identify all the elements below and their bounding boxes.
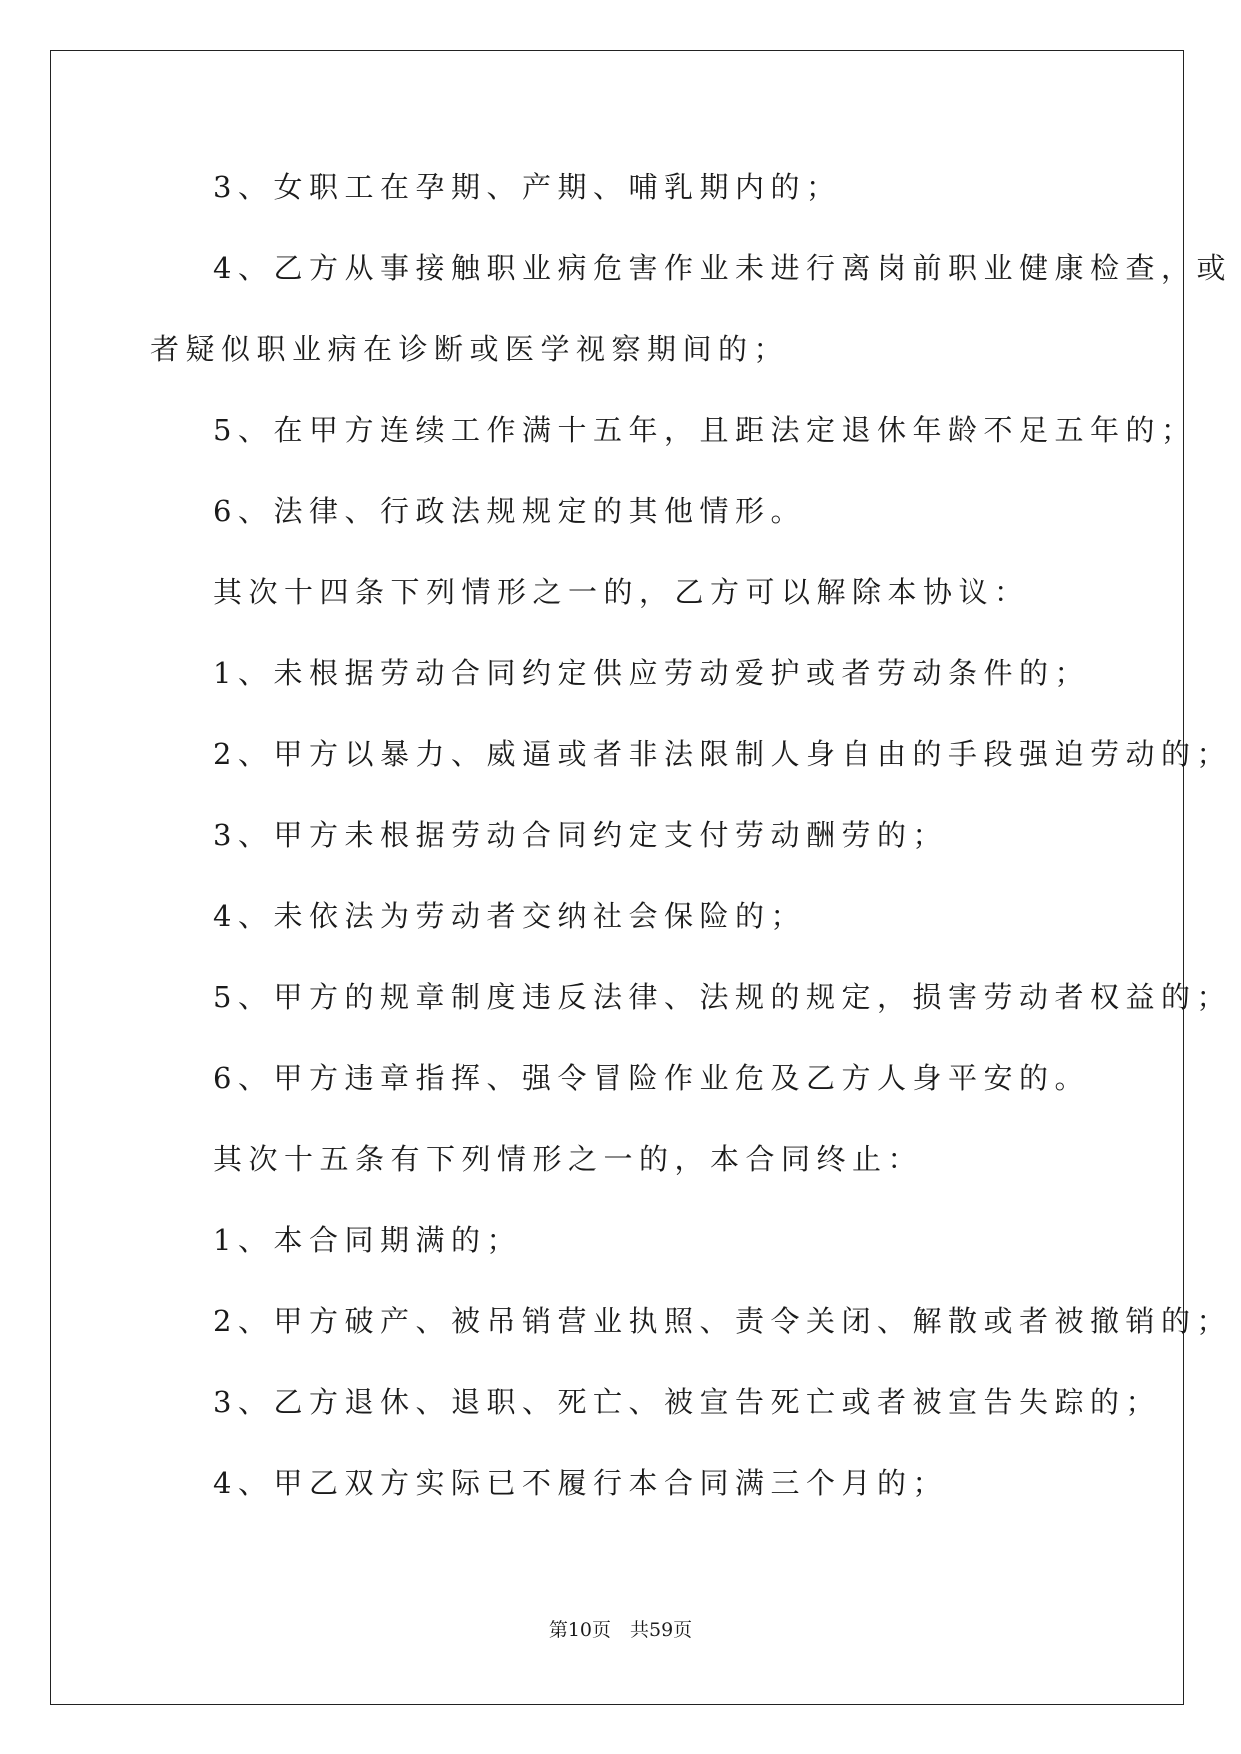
document-body — [150, 160, 1232, 1537]
paragraph-line: 1、本合同期满的； — [213, 1223, 522, 1257]
paragraph-line: 2、甲方以暴力、威逼或者非法限制人身自由的手段强迫劳动的； — [213, 737, 1232, 771]
paragraph-line: 6、甲方违章指挥、强令冒险作业危及乙方人身平安的。 — [213, 1061, 1090, 1095]
paragraph-line: 2、甲方破产、被吊销营业执照、责令关闭、解散或者被撤销的； — [213, 1304, 1232, 1338]
paragraph-line: 者疑似职业病在诊断或医学视察期间的； — [150, 332, 790, 366]
paragraph-line: 3、女职工在孕期、产期、哺乳期内的； — [213, 170, 842, 204]
paragraph-line: 其次十五条有下列情形之一的，本合同终止： — [213, 1142, 924, 1176]
paragraph-line: 4、乙方从事接触职业病危害作业未进行离岗前职业健康检查，或 — [213, 251, 1232, 285]
paragraph-line: 1、未根据劳动合同约定供应劳动爱护或者劳动条件的； — [213, 656, 1090, 690]
paragraph-line: 3、甲方未根据劳动合同约定支付劳动酬劳的； — [213, 818, 948, 852]
paragraph-line: 3、乙方退休、退职、死亡、被宣告死亡或者被宣告失踪的； — [213, 1385, 1161, 1419]
page-number-label: 第10页 共59页 — [548, 1619, 693, 1641]
paragraph-line: 5、在甲方连续工作满十五年，且距法定退休年龄不足五年的； — [213, 413, 1197, 447]
paragraph-line: 4、甲乙双方实际已不履行本合同满三个月的； — [213, 1466, 948, 1500]
paragraph-line: 4、未依法为劳动者交纳社会保险的； — [213, 899, 806, 933]
paragraph-line: 其次十四条下列情形之一的，乙方可以解除本协议： — [213, 575, 1030, 609]
paragraph-line: 6、法律、行政法规规定的其他情形。 — [213, 494, 806, 528]
page-footer — [0, 1618, 1241, 1642]
paragraph-line: 5、甲方的规章制度违反法律、法规的规定，损害劳动者权益的； — [213, 980, 1232, 1014]
